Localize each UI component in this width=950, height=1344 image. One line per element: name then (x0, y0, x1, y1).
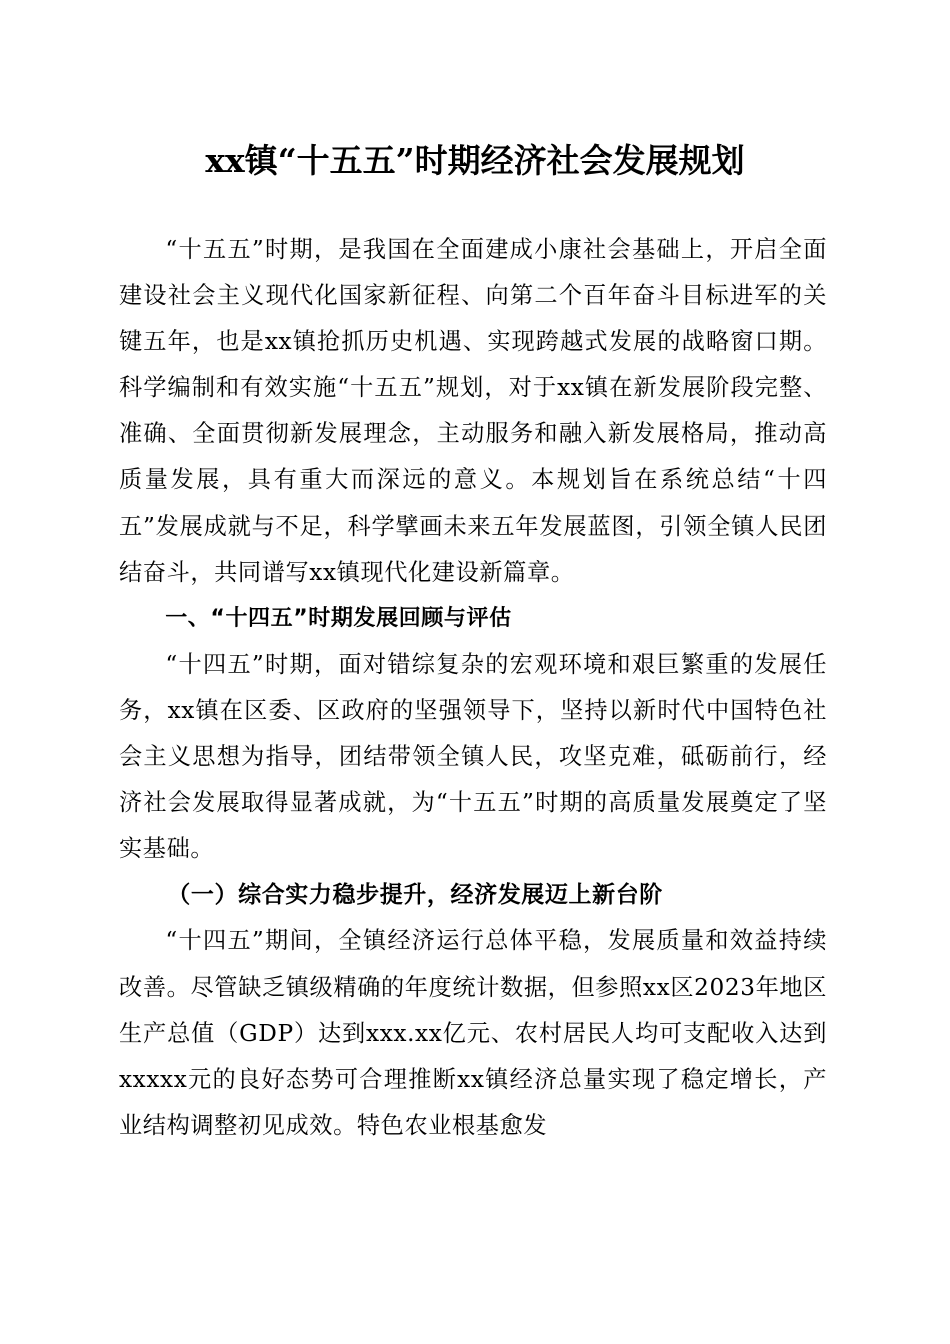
subsection-1-paragraph: “十四五”期间，全镇经济运行总体平稳，发展质量和效益持续改善。尽管缺乏镇级精确的年度统计数据，但参照xx区2023年地区生产总值（GDP）达到xxx.xx亿元、农村居民人均可支配收入达到xxxxx元的良好态势可合理推断xx镇经济总量实现了稳定增长，产业结构调整初见成效。特色农业根基愈发 (119, 927, 827, 1139)
section-1-paragraph: “十四五”时期，面对错综复杂的宏观环境和艰巨繁重的发展任务，xx镇在区委、区政府的坚强领导下，坚持以新时代中国特色社会主义思想为指导，团结带领全镇人民，攻坚克难，砥砺前行，经济社会发展取得显著成就，为“十五五”时期的高质量发展奠定了坚实基础。 (119, 650, 827, 863)
subsection-1-heading: （一）综合实力稳步提升，经济发展迈上新台阶 (167, 881, 663, 909)
intro-paragraph: “十五五”时期，是我国在全面建成小康社会基础上，开启全面建设社会主义现代化国家新征程、向第二个百年奋斗目标进军的关键五年，也是xx镇抢抓历史机遇、实现跨越式发展的战略窗口期。科学编制和有效实施“十五五”规划，对于xx镇在新发展阶段完整、准确、全面贯彻新发展理念，主动服务和融入新发展格局，推动高质量发展，具有重大而深远的意义。本规划旨在系统总结“十四五”发展成就与不足，科学擘画未来五年发展蓝图，引领全镇人民团结奋斗，共同谱写xx镇现代化建设新篇章。 (119, 236, 827, 586)
document-title: xx镇“十五五”时期经济社会发展规划 (205, 141, 745, 180)
document-body (119, 227, 827, 1149)
section-1-heading: 一、“十四五”时期发展回顾与评估 (165, 605, 512, 631)
